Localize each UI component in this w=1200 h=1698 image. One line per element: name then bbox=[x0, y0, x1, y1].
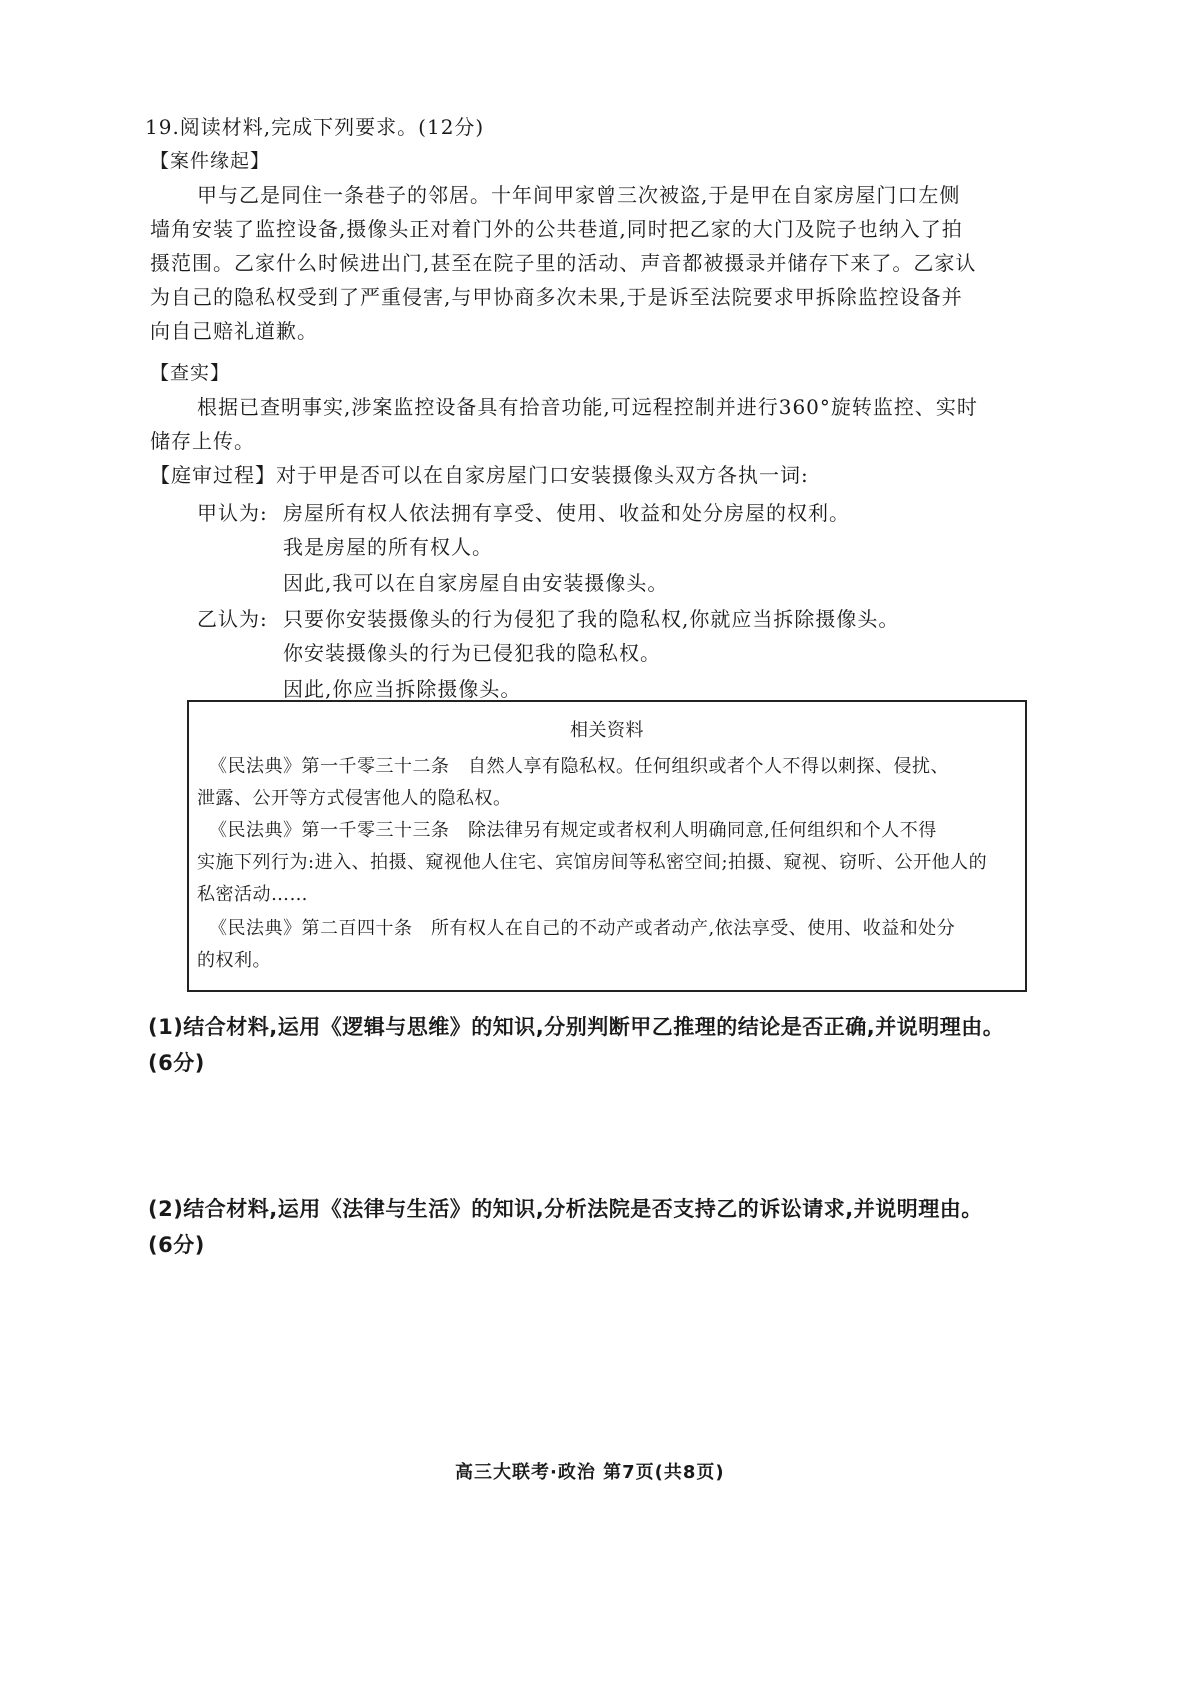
jia-line-1: 房屋所有权人依法拥有享受、使用、收益和处分房屋的权利。 bbox=[283, 501, 850, 525]
resource-line-1: 《民法典》第一千零三十二条 自然人享有隐私权。任何组织或者个人不得以刺探、侵扰、 bbox=[209, 756, 949, 777]
yi-line-1: 只要你安装摄像头的行为侵犯了我的隐私权,你就应当拆除摄像头。 bbox=[283, 607, 900, 631]
sub-question-2-score: (6分) bbox=[148, 1233, 205, 1257]
yi-label: 乙认为: bbox=[197, 607, 268, 631]
resources-title: 相关资料 bbox=[570, 720, 644, 741]
sub-question-1: (1)结合材料,运用《逻辑与思维》的知识,分别判断甲乙推理的结论是否正确,并说明理由。 bbox=[148, 1015, 1005, 1039]
facts-label: 【查实】 bbox=[150, 362, 231, 384]
question-header: 19.阅读材料,完成下列要求。(12分) bbox=[145, 115, 485, 139]
resource-line-4: 实施下列行为:进入、拍摄、窥视他人住宅、宾馆房间等私密空间;拍摄、窥视、窃听、公开他人的 bbox=[197, 852, 988, 873]
resource-line-6: 《民法典》第二百四十条 所有权人在自己的不动产或者动产,依法享受、使用、收益和处分 bbox=[209, 918, 956, 939]
trial-intro bbox=[150, 458, 809, 492]
jia-line-3: 因此,我可以在自家房屋自由安装摄像头。 bbox=[283, 571, 669, 595]
case-origin-line-5: 向自己赔礼道歉。 bbox=[150, 319, 318, 343]
yi-line-2: 你安装摄像头的行为已侵犯我的隐私权。 bbox=[283, 641, 661, 665]
jia-label: 甲认为: bbox=[197, 501, 268, 525]
yi-line-3: 因此,你应当拆除摄像头。 bbox=[283, 677, 522, 701]
resource-line-3: 《民法典》第一千零三十三条 除法律另有规定或者权利人明确同意,任何组织和个人不得 bbox=[209, 820, 937, 841]
case-origin-line-4: 为自己的隐私权受到了严重侵害,与甲协商多次未果,于是诉至法院要求甲拆除监控设备并 bbox=[150, 285, 963, 309]
page-footer: 高三大联考·政治 第7页(共8页) bbox=[455, 1462, 725, 1483]
resource-line-7: 的权利。 bbox=[197, 950, 271, 971]
resource-line-2: 泄露、公开等方式侵害他人的隐私权。 bbox=[197, 788, 512, 809]
case-origin-line-1: 甲与乙是同住一条巷子的邻居。十年间甲家曾三次被盗,于是甲在自家房屋门口左侧 bbox=[197, 183, 961, 207]
trial-intro-text: 对于甲是否可以在自家房屋门口安装摄像头双方各执一词: bbox=[276, 463, 809, 487]
facts-line-1: 根据已查明事实,涉案监控设备具有拾音功能,可远程控制并进行360°旋转监控、实时 bbox=[197, 395, 978, 419]
case-origin-line-2: 墙角安装了监控设备,摄像头正对着门外的公共巷道,同时把乙家的大门及院子也纳入了拍 bbox=[150, 217, 963, 241]
sub-question-2: (2)结合材料,运用《法律与生活》的知识,分析法院是否支持乙的诉讼请求,并说明理由。 bbox=[148, 1197, 983, 1221]
resource-line-5: 私密活动…… bbox=[197, 884, 308, 905]
resources-box bbox=[187, 700, 1027, 992]
case-origin-line-3: 摄范围。乙家什么时候进出门,甚至在院子里的活动、声音都被摄录并储存下来了。乙家认 bbox=[150, 251, 977, 275]
jia-line-2: 我是房屋的所有权人。 bbox=[283, 535, 493, 559]
trial-label: 【庭审过程】 bbox=[150, 463, 276, 487]
case-origin-label: 【案件缘起】 bbox=[150, 150, 271, 172]
facts-line-2: 储存上传。 bbox=[150, 429, 255, 453]
sub-question-1-score: (6分) bbox=[148, 1051, 205, 1075]
